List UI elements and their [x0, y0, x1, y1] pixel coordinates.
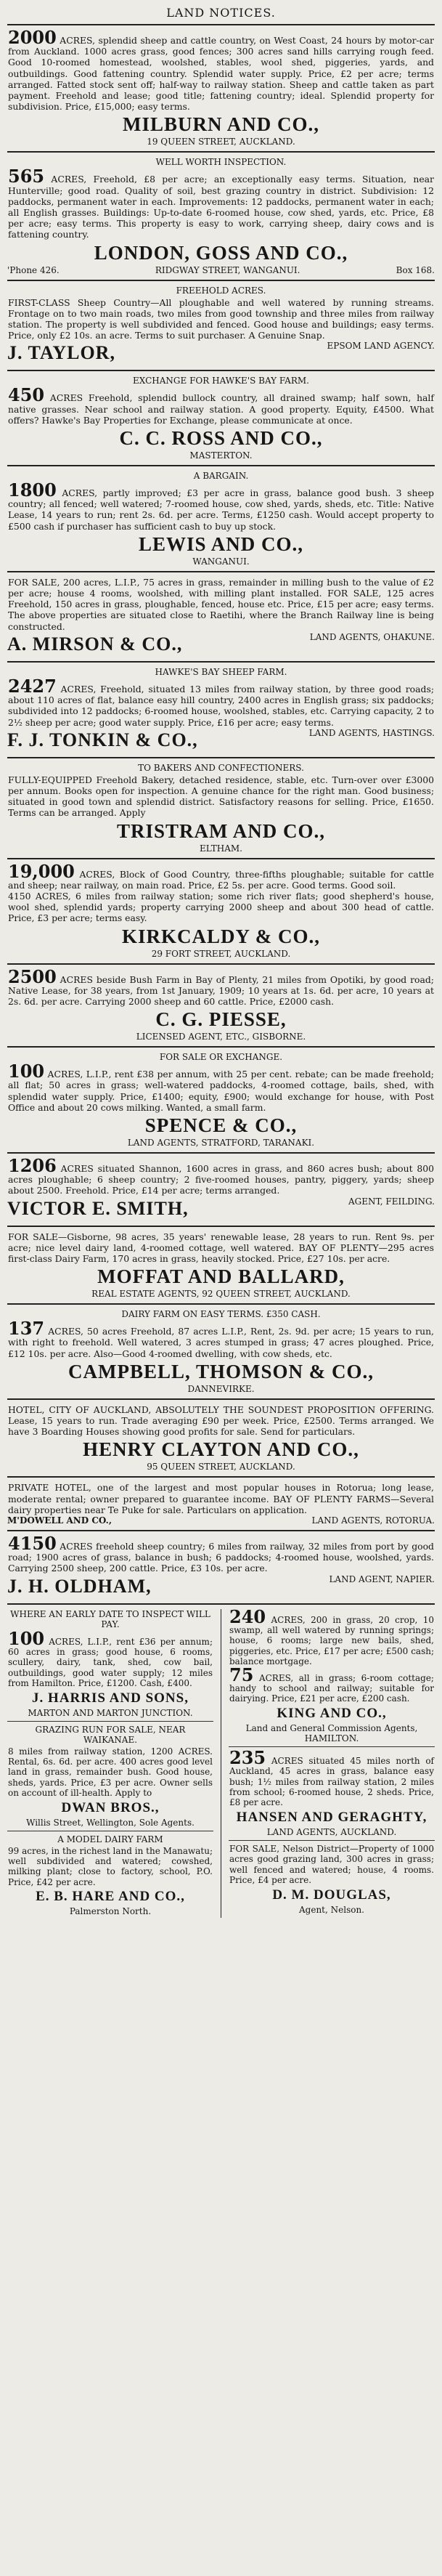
- agency-address: AGENT, FEILDING.: [348, 1196, 435, 1207]
- agency-name: KING AND CO.,: [277, 1705, 387, 1721]
- ad-lewis: A BARGAIN. 1800 ACRES, partly improved; £3 per acre in grass, balance good bush. 3 sheep country; all fenced; well watered; 7-roomed house, cow shed, yards, sheds, etc. Title: Native Lease, 14 years to run; rent 2s. 6d. per acre. Terms, £1250 cash. Would accept property to £500 cash if purchaser has sufficient cash to buy up stock. LEWIS AND CO., WANGANUI.: [8, 471, 434, 567]
- agency-contact-row: [7, 265, 435, 275]
- agency-name: C. C. ROSS AND CO.,: [119, 427, 323, 450]
- agency-address: LAND AGENTS, ROTORUA.: [311, 1515, 435, 1526]
- ad-london-goss: WELL WORTH INSPECTION. 565 ACRES, Freehold, £8 per acre; an exceptionally easy terms. Situation, near Hunterville; good road. Quality of soil, best grazing country in district. Subdivision: 12 paddocks, permanent water in each. Improvements: 12 paddocks, permanent water in each; all English grasses. Buildings: Up-to-date 6-roomed house, cow shed, yards, etc. Price, £8 per acre; easy terms. This property is easy to work, carrying sheep, dairy cows and is fattening country. LONDON, GOSS AND CO., 'Phone 426. RIDGWAY STREET, WANGANUI. Box 168.: [7, 157, 435, 275]
- two-column-section: [7, 1605, 435, 1919]
- ad-mdowell: PRIVATE HOTEL, one of the largest and most popular houses in Rotorua; long lease, moderate rental; owner prepared to guarantee income. BAY OF PLENTY FARMS—Several dairy properties near Te Puke for sale. Particulars on application. M'DOWELL AND CO., LAND AGENTS, ROTORUA.: [7, 1482, 435, 1526]
- ad-piesse: 2500 ACRES beside Bush Farm in Bay of Plenty, 21 miles from Opotiki, by good road; Native Lease, for 38 years, from 1st January, 1909; 10 years at 1s. 6d. per acre, 10 years at 2s. 6d. per acre. Carrying 2000 sheep and 60 cattle. Price, £2000 cash. C. G. PIESSE, LICENSED AGENT, ETC., GISBORNE.: [8, 965, 434, 1042]
- agency-name: F. J. TONKIN & CO.,: [7, 729, 198, 750]
- agency-address: EPSOM LAND AGENCY.: [327, 341, 435, 352]
- ad-campbell-thomson: DAIRY FARM ON EASY TERMS. £350 CASH. 137 ACRES, 50 acres Freehold, 87 acres L.I.P., Rent, 2s. 9d. per acre; 15 years to run, with right to freehold. Well watered, 3 acres stumped in grass; 47 acres ploughed. Price, £12 10s. per acre. Also—Good 4-roomed dwelling, with cow sheds, etc. CAMPBELL, THOMSON & CO., DANNEVIRKE.: [8, 1309, 434, 1394]
- agency-address: 19 QUEEN STREET, AUCKLAND.: [147, 137, 295, 147]
- ad-dwan: GRAZING RUN FOR SALE, NEAR WAIKANAE. 8 miles from railway station, 1200 ACRES. Rental, 6s. 6d. per acre. 400 acres good level land in grass, remainder bush. Good house, sheds, yards. Price, £3 per acre. Owner sells on account of ill-health. Apply to DWAN BROS., Willis Street, Wellington, Sole Agents.: [8, 1724, 213, 1828]
- agency-name: D. M. DOUGLAS,: [272, 1887, 391, 1903]
- agency-name: LONDON, GOSS AND CO.,: [94, 241, 348, 264]
- agency-name: HANSEN AND GERAGHTY,: [236, 1809, 427, 1825]
- agency-address: LAND AGENTS, HASTINGS.: [308, 727, 435, 738]
- agency-name: MILBURN AND CO.,: [122, 113, 319, 136]
- agency-name: VICTOR E. SMITH,: [7, 1197, 189, 1219]
- agency-name: A. MIRSON & CO.,: [7, 633, 183, 655]
- agency-name: TRISTRAM AND CO.,: [116, 819, 326, 842]
- agency-name: C. G. PIESSE,: [155, 1008, 287, 1031]
- agency-name: SPENCE & CO.,: [144, 1114, 298, 1136]
- ad-tristram: TO BAKERS AND CONFECTIONERS. FULLY-EQUIPPED Freehold Bakery, detached residence, stable, etc. Turn-over over £3000 per annum. Books open for inspection. A genuine chance for the right man. Good business; situated in good town and splendid district. Satisfactory reasons for selling. Price, £1650. Terms can be arranged. Apply TRISTRAM AND CO., ELTHAM.: [8, 762, 434, 854]
- ad-kirkcaldy: 19,000 ACRES, Block of Good Country, three-fifths ploughable; suitable for cattle and sheep; near railway, on main road. Price, £2 5s. per acre. Good terms. Good soil. 4150 ACRES, 6 miles from railway station; some rich river flats; good shepherd's house, wool shed, splendid yards; property carrying 2000 sheep and about 300 head of cattle. Price, £3 per acre; terms easy. KIRKCALDY & CO., 29 FORT STREET, AUCKLAND.: [8, 860, 434, 959]
- agency-box: Box 168.: [396, 264, 435, 275]
- agency-name: MOFFAT AND BALLARD,: [97, 1265, 345, 1288]
- ad-clayton: HOTEL, CITY OF AUCKLAND, ABSOLUTELY THE SOUNDEST PROPOSITION OFFERING. Lease, 15 years to run. Trade averaging £90 per week. Price, £2500. Terms arranged. We have 3 Boarding Houses showing good profits for sale. Send for particulars. HENRY CLAYTON AND CO., 95 QUEEN STREET, AUCKLAND.: [8, 1404, 434, 1473]
- agency-address: LAND AGENT, NAPIER.: [329, 1573, 435, 1584]
- ad-text: ACRES, splendid sheep and cattle country, on West Coast, 24 hours by motor-car from Auckland. 1000 acres grass, good fences; 300 acres sand hills carrying rough feed. Good 10-roomed homestead, woolshed, stables, wool shed, piggeries, yards, and outbuildings. Good fattening country. Splendid water supply. Price, £2 per acre; terms arranged. Fatted stock sent off; half-way to railway station. Sheep and cattle taken as part payment. Freehold and lease; good title; fattening country; ideal. Splendid property for subdivision. Price, £15,000; easy terms.: [8, 35, 434, 113]
- ad-moffat: FOR SALE—Gisborne, 98 acres, 35 years' renewable lease, 28 years to run. Rent 9s. per acre; nice level dairy land, 4-roomed cottage, well watered. BAY OF PLENTY—295 acres first-class Dairy Farm, 170 acres in grass, heavily stocked. Price, £27 10s. per acre. MOFFAT AND BALLARD, REAL ESTATE AGENTS, 92 QUEEN STREET, AUCKLAND.: [8, 1231, 434, 1300]
- agency-address: RIDGWAY STREET, WANGANUI.: [155, 264, 300, 275]
- ad-douglas: FOR SALE, Nelson District—Property of 1000 acres good grazing land, 300 acres in grass; well fenced and watered; house, 4 rooms. Price, £4 per acre. D. M. DOUGLAS, Agent, Nelson.: [229, 1843, 434, 1915]
- ad-taylor: FREEHOLD ACRES. FIRST-CLASS Sheep Country—All ploughable and well watered by running streams. Frontage on to two main roads, two miles from good township and three miles from railway station. The property is well subdivided and fenced. Good house and buildings; easy terms. Price, only £2 10s. an acre. Terms to suit purchaser. A Genuine Snap. J. TAYLOR, EPSOM LAND AGENCY.: [7, 285, 435, 366]
- agency-name: DWAN BROS.,: [61, 1799, 160, 1815]
- agency-name: E. B. HARE AND CO.,: [36, 1889, 185, 1905]
- ad-king: 240 ACRES, 200 in grass, 20 crop, 10 swamp, all well watered by running springs; house, 6 rooms; large new bails, shed, piggeries, etc. Price, £17 per acre; £500 cash; balance mortgage. 75 ACRES, all in grass; 6-room cottage; handy to school and railway; suitable for dairying. Price, £21 per acre, £200 cash. KING AND CO., Land and General Commission Agents, HAMILTON.: [229, 1605, 434, 1743]
- agency-name: HENRY CLAYTON AND CO.,: [83, 1438, 359, 1461]
- agency-name: KIRKCALDY & CO.,: [121, 925, 320, 947]
- section-heading: LAND NOTICES.: [166, 6, 276, 20]
- top-rule: [7, 24, 435, 25]
- right-column: [229, 1605, 435, 1916]
- ad-hansen: 235 ACRES situated 45 miles north of Auckland, 45 acres in grass, balance easy bush; 1½ miles from railway station, 2 miles from school; 6-roomed house, 2 sheds. Price, £8 per acre. HANSEN AND GERAGHTY, LAND AGENTS, AUCKLAND.: [229, 1746, 434, 1837]
- agency-name: J. TAYLOR,: [7, 342, 115, 364]
- agency-name: J. H. OLDHAM,: [7, 1575, 152, 1597]
- ad-harris: WHERE AN EARLY DATE TO INSPECT WILL PAY. 100 ACRES, L.I.P., rent £36 per annum; 60 acres in grass; good house, 6 rooms, scullery, dairy, tank, shed, cow bail, outbuildings, good water supply; 12 miles from Hamilton. Price, £1200. Cash, £400. J. HARRIS AND SONS, MARTON AND MARTON JUNCTION.: [8, 1608, 213, 1718]
- ad-ross: EXCHANGE FOR HAWKE'S BAY FARM. 450 ACRES Freehold, splendid bullock country, all drained swamp; half sown, half native grasses. Near school and railway station. A good property. Equity, £4500. What offers? Hawke's Bay Properties for Exchange, please communicate at once. C. C. ROSS AND CO., MASTERTON.: [8, 376, 434, 461]
- agency-name: CAMPBELL, THOMSON & CO.,: [67, 1360, 375, 1382]
- left-column: [7, 1609, 213, 1919]
- agency-name: M'DOWELL AND CO.,: [7, 1515, 112, 1526]
- ad-spence: FOR SALE OR EXCHANGE. 100 ACRES, L.I.P., rent £38 per annum, with 25 per cent. rebate; can be made freehold; all flat; 50 acres in grass; well-watered paddocks, 4-roomed cottage, bails, shed, with splendid water supply. Price, £1400; equity, £900; would exchange for house, with Post Office and about 20 cows milking. Wanted, a small farm. SPENCE & CO., LAND AGENTS, STRATFORD, TARANAKI.: [8, 1052, 434, 1148]
- ad-milburn: [7, 27, 435, 147]
- agency-phone: 'Phone 426.: [7, 264, 60, 275]
- ad-mirson: FOR SALE, 200 acres, L.I.P., 75 acres in grass, remainder in milling bush to the value of £2 per acre; house 4 rooms, woolshed, with milling plant installed. FOR SALE, 125 acres Freehold, 150 acres in grass, ploughable, fenced, house etc. Price, £15 per acre; easy terms. The above properties are situated close to Raetihi, where the Branch Railway line is being constructed. A. MIRSON & CO., LAND AGENTS, OHAKUNE.: [7, 577, 435, 657]
- agency-name: J. HARRIS AND SONS,: [32, 1690, 189, 1706]
- agency-name: LEWIS AND CO.,: [138, 532, 304, 555]
- ad-label: WELL WORTH INSPECTION.: [155, 157, 287, 168]
- ad-lead: 2000: [8, 27, 57, 48]
- ad-oldham: 4150 ACRES freehold sheep country; 6 miles from railway, 32 miles from port by good road; 1900 acres of grass, balance in bush; 6 paddocks; 4-roomed house, woolshed, yards. Carrying 2500 sheep, 200 cattle. Price, £3 10s. per acre. J. H. OLDHAM, LAND AGENT, NAPIER.: [7, 1536, 435, 1599]
- ad-victor-smith: 1206 ACRES situated Shannon, 1600 acres in grass, and 860 acres bush; about 800 acres ploughable; 6 sheep country; 2 five-roomed houses, pantry, piggery, yards; sheep about 2500. Freehold. Price, £14 per acre; terms arranged. VICTOR E. SMITH, AGENT, FEILDING.: [7, 1158, 435, 1221]
- agency-address: LAND AGENTS, OHAKUNE.: [309, 631, 435, 642]
- ad-hare: A MODEL DAIRY FARM 99 acres, in the richest land in the Manawatu; well subdivided and watered; cowshed, milking plant; close to factory, school, P.O. Price, £42 per acre. E. B. HARE AND CO., Palmerston North.: [8, 1834, 213, 1917]
- ad-tonkin: HAWKE'S BAY SHEEP FARM. 2427 ACRES, Freehold, situated 13 miles from railway station, by three good roads; about 110 acres of flat, balance easy hill country, 2400 acres in English grass; six paddocks; subdivided into 12 paddocks; 6-roomed house, woolshed, stables, etc. Carrying capacity, 2 to 2½ sheep per acre; good water supply. Price, £16 per acre; easy terms. F. J. TONKIN & CO., LAND AGENTS, HASTINGS.: [7, 667, 435, 753]
